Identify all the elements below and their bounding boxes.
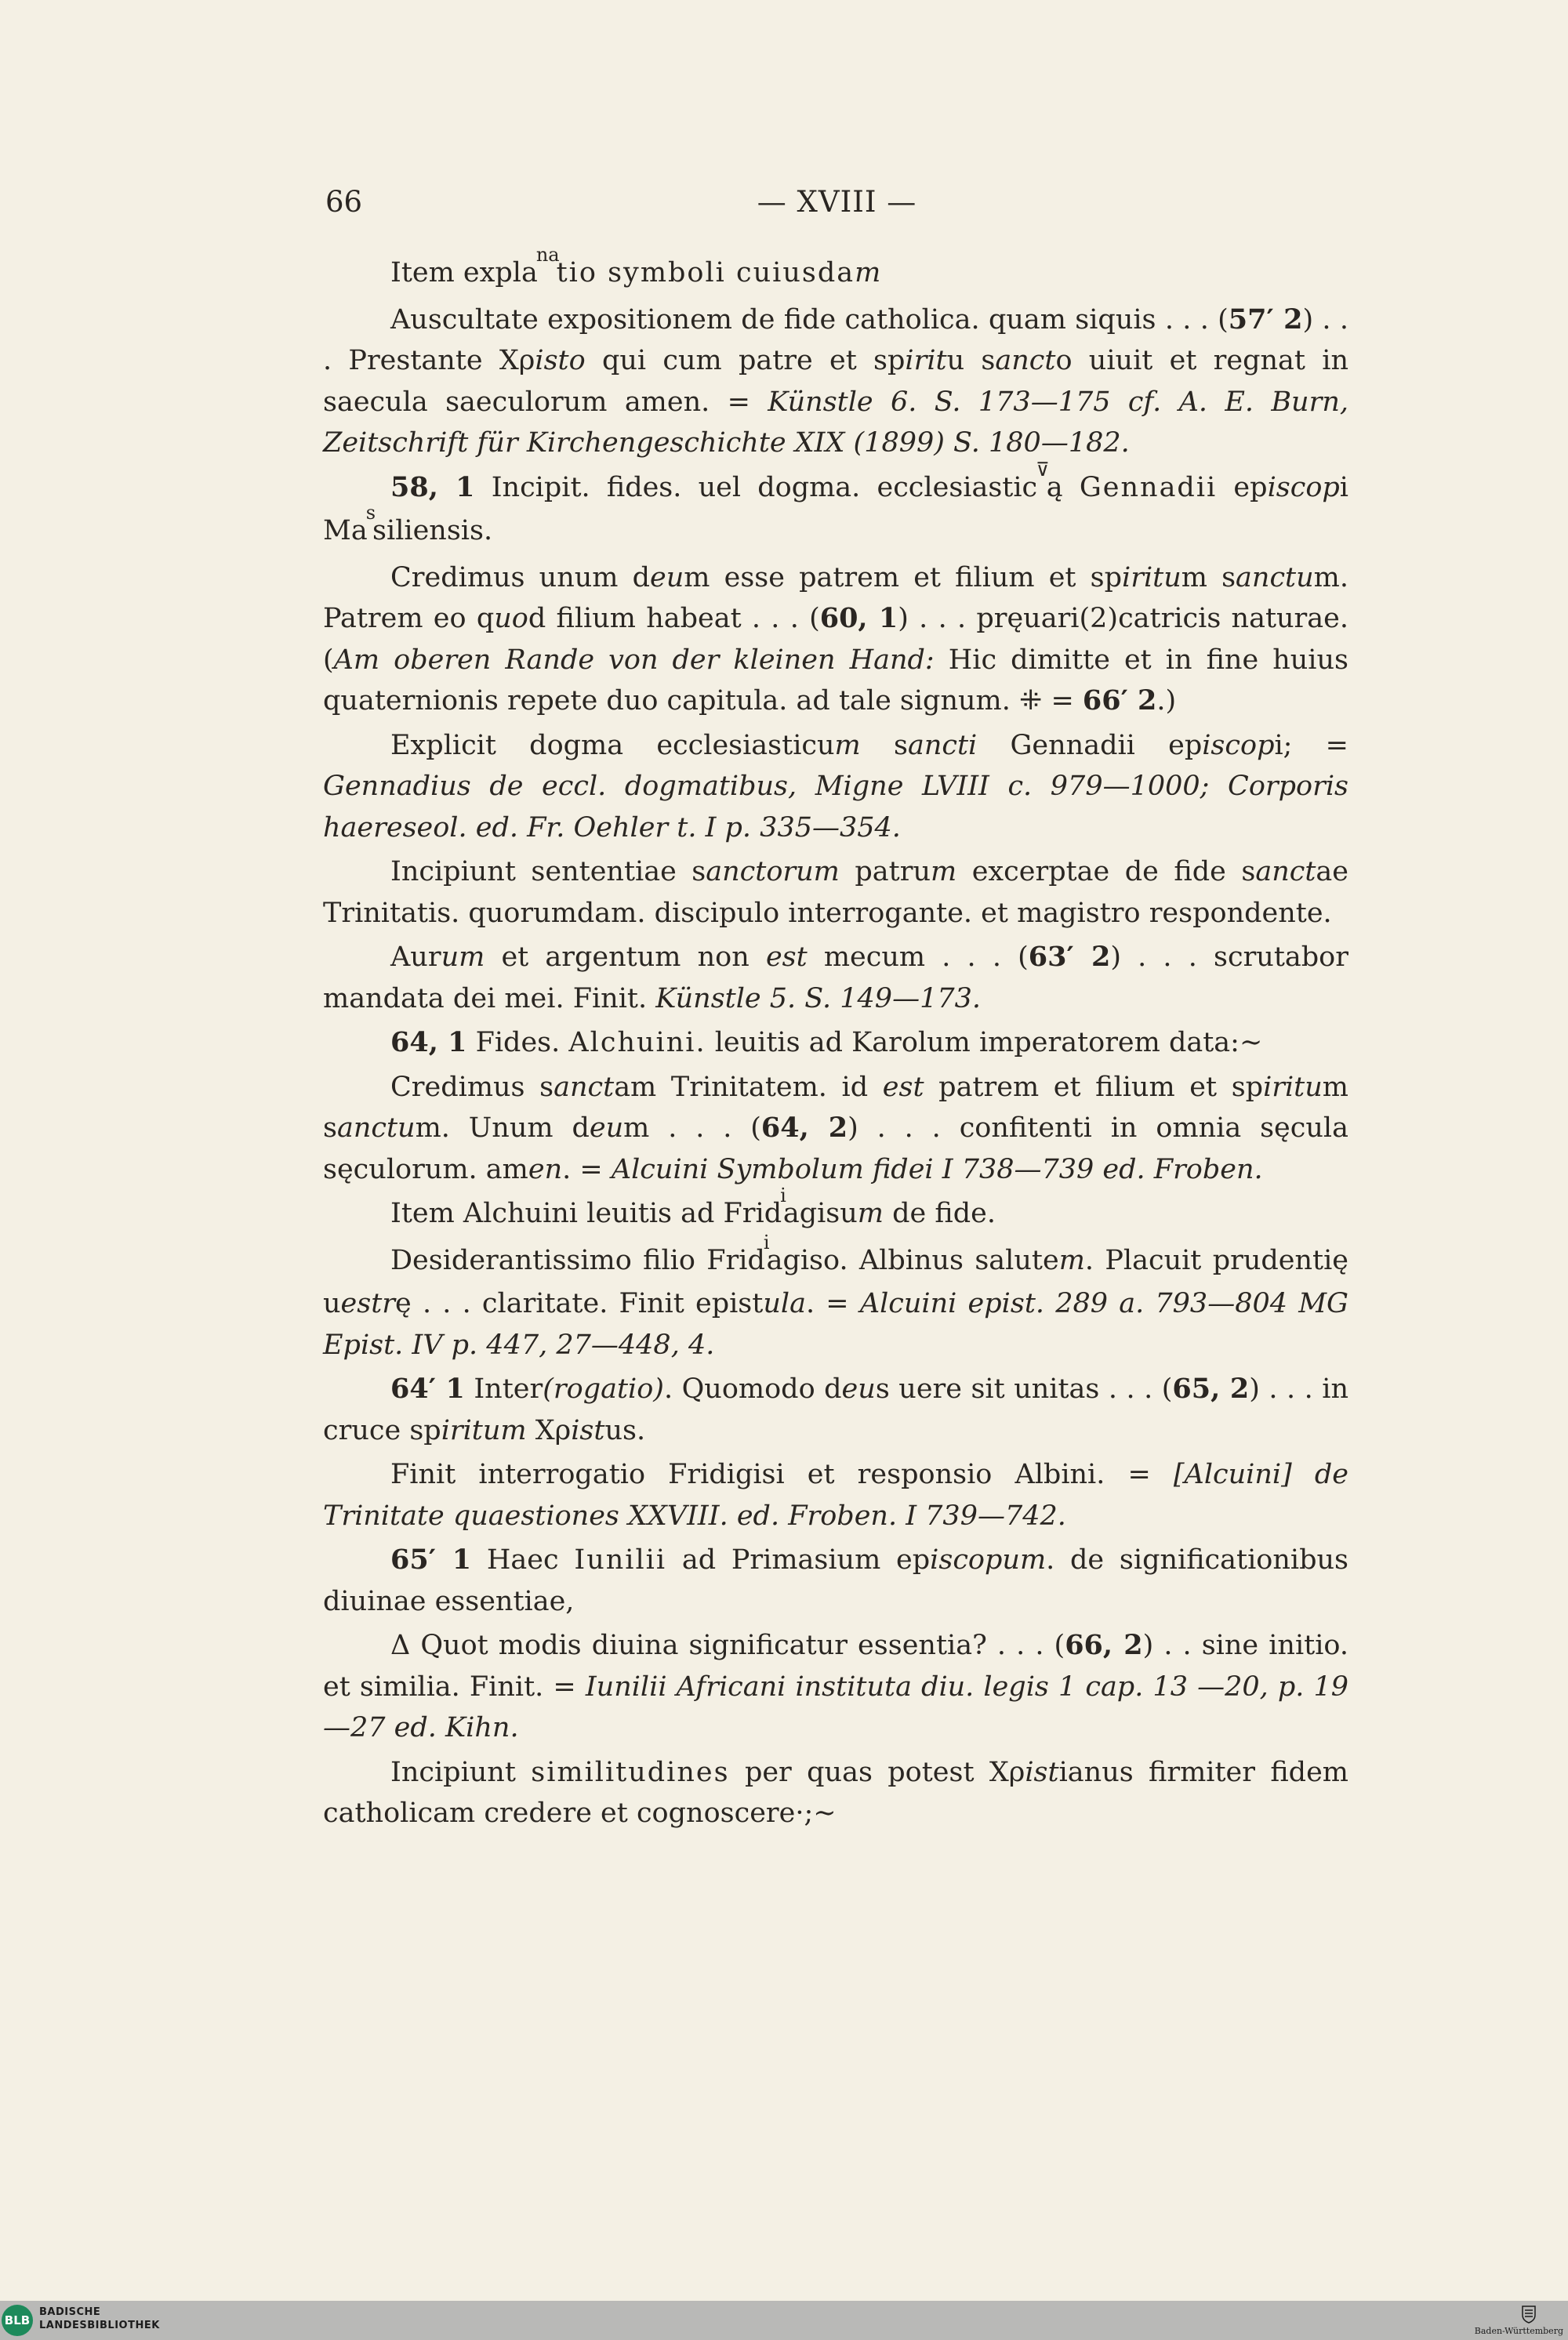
text-run: ep — [1217, 471, 1268, 503]
text-run: m esse patrem et filium et sp — [684, 561, 1123, 593]
text-run: . = — [805, 1288, 860, 1319]
italic-text-run: Künstle 6. S. 173—175 cf. A. E. Burn, Zeitschrift für Kirchengeschichte XIX (1899) S. 180—182. — [323, 386, 1348, 459]
italic-text-run: anct — [1255, 856, 1316, 887]
text-run: ę . . . claritate. Finit epist — [395, 1288, 764, 1319]
superscript-gloss: na — [535, 244, 560, 266]
italic-text-run: m — [855, 257, 881, 288]
entry-entry-65-prime-1 — [323, 1540, 1348, 1622]
text-run: Credimus s — [390, 1071, 554, 1103]
region-name: Baden-Württemberg — [1474, 2326, 1563, 2336]
entry-explicit-dogma — [323, 725, 1348, 849]
italic-text-run: m — [834, 729, 861, 761]
text-run: i Ma — [323, 471, 1348, 546]
italic-text-run: iritum — [441, 1414, 527, 1446]
italic-text-run: iscopum — [930, 1544, 1047, 1576]
italic-text-run: eu — [650, 561, 684, 593]
text-run: Desiderantissimo filio Frid — [390, 1244, 765, 1276]
reference-number: 65, 2 — [1172, 1373, 1250, 1405]
reference-number: 65′ 1 — [390, 1544, 472, 1576]
italic-text-run: anctu — [1236, 561, 1314, 593]
text-run: Fides. — [466, 1027, 569, 1058]
italic-text-run: [Alcuini] de Trinitate quaestiones XXVIII. ed. Froben. I 739—742. — [323, 1459, 1348, 1532]
superscript-gloss: i — [763, 1231, 770, 1253]
reference-number: 63′ 2 — [1028, 941, 1111, 973]
reference-number: 60, 1 — [819, 602, 898, 634]
italic-text-run: m — [857, 1198, 884, 1229]
italic-text-run: (rogatio) — [543, 1373, 664, 1405]
italic-text-run: anct — [995, 345, 1056, 376]
italic-text-run: ist — [571, 1414, 605, 1446]
spaced-text-run: tio — [556, 257, 608, 288]
text-run: m . . . ( — [623, 1112, 761, 1144]
text-run: Incipit. fides. uel dogma. ecclesiastic — [474, 471, 1038, 503]
italic-text-run: anct — [554, 1071, 615, 1103]
text-run: qui cum patre et sp — [585, 345, 906, 376]
text-run: Incipiunt sententiae s — [390, 856, 706, 887]
entry-item-alchuini — [323, 1185, 1348, 1237]
text-run: u s — [946, 345, 996, 376]
text-run: o uiuit et regnat in saecula saeculorum amen. = — [323, 345, 1348, 418]
text-run: Finit interrogatio Fridigisi et responsio Albini. = — [390, 1459, 1174, 1490]
superscript-gloss: s — [365, 502, 376, 524]
text-run: . = — [562, 1153, 612, 1185]
text-run: Gennadii ep — [977, 729, 1203, 761]
italic-text-run: m — [1058, 1244, 1085, 1276]
text-run: ) . . . Prestante Χρ — [323, 303, 1348, 376]
text-run: m s — [1181, 561, 1236, 593]
library-logo[interactable]: BLB — [2, 2305, 33, 2336]
coat-of-arms-icon — [1521, 2305, 1537, 2324]
entry-desiderantissimo — [323, 1231, 1349, 1366]
italic-text-run: irit — [905, 345, 947, 376]
italic-text-run: eu — [841, 1373, 876, 1405]
entry-credimus-unum — [323, 557, 1348, 722]
italic-text-run: uo — [494, 603, 528, 634]
spaced-text-run: symboli cuiusda — [608, 257, 855, 288]
text-run: agisu — [782, 1198, 858, 1229]
text-run: Aur — [390, 941, 441, 973]
italic-text-run: anctorum — [706, 856, 840, 887]
text-run: Credimus unum d — [390, 561, 651, 593]
text-run: leuitis ad Karolum imperatorem data:∼ — [706, 1027, 1263, 1058]
text-run: s uere sit unitas . . . ( — [875, 1373, 1173, 1405]
italic-text-run: anctu — [336, 1112, 416, 1144]
italic-text-run: Alcuini epist. 289 a. 793—804 MG Epist. IV p. 447, 27—448, 4. — [323, 1288, 1349, 1361]
text-run: Inter — [464, 1373, 543, 1405]
page-body — [323, 244, 1349, 1838]
italic-text-run: est — [765, 941, 808, 973]
text-run: ) . . sine initio. et similia. Finit. = — [323, 1630, 1348, 1703]
italic-text-run: Künstle 5. S. 149—173. — [655, 982, 982, 1014]
italic-text-run: iscop — [1202, 729, 1275, 761]
entry-item-explanatio — [323, 244, 1348, 296]
text-run: Auscultate expositionem de fide catholica. quam siquis . . . ( — [390, 303, 1229, 336]
text-run: Hic dimitte et in fine huius quaternionis repete duo capitula. ad tale signum. ⁜ = — [323, 644, 1348, 717]
entry-entry-58-1 — [323, 458, 1348, 554]
entry-aurum-et-argentum — [323, 937, 1348, 1019]
italic-text-run: um — [441, 941, 485, 973]
italic-text-run: m — [931, 856, 957, 887]
reference-number: 66, 2 — [1065, 1629, 1143, 1661]
text-run: mecum . . . ( — [807, 941, 1029, 973]
spaced-text-run: similitudines — [531, 1756, 730, 1788]
entry-entry-64-1 — [323, 1022, 1348, 1064]
text-run: m. Patrem eo q — [323, 561, 1348, 634]
superscript-gloss: i — [780, 1185, 786, 1206]
text-run: Haec — [471, 1544, 575, 1576]
entry-finit-interrogatio — [323, 1454, 1348, 1536]
italic-text-run: iritu — [1122, 561, 1181, 593]
text-run: siliensis. — [372, 515, 493, 546]
entry-auscultate — [323, 299, 1348, 464]
text-run: per quas potest Χρ — [729, 1756, 1025, 1788]
text-run: Δ Quot modis diuina significatur essentia? . . . ( — [390, 1630, 1065, 1661]
reference-number: 64, 2 — [760, 1112, 848, 1144]
italic-text-run: Iunilii Africani instituta diu. legis 1 cap. 13 —20, p. 19—27 ed. Kihn. — [323, 1671, 1348, 1743]
text-run: ) . . . confitenti in omnia sęcula sęculorum. am — [323, 1112, 1348, 1185]
text-run: ianus firmiter fidem catholicam credere et cognoscere·;∼ — [323, 1756, 1348, 1829]
spaced-text-run: Iunilii — [574, 1544, 667, 1576]
spaced-text-run: Gennadii — [1079, 471, 1218, 503]
superscript-gloss: ⊽ — [1036, 458, 1050, 481]
text-run: Item expla — [390, 257, 538, 288]
entry-credimus-sanctam — [323, 1067, 1348, 1191]
entry-incipiunt-sententiae — [323, 851, 1348, 934]
reference-number: 66′ 2 — [1082, 684, 1157, 717]
text-run: .) — [1156, 685, 1177, 717]
text-run: d filium habeat . . . ( — [528, 603, 820, 634]
reference-number: 64, 1 — [390, 1026, 467, 1058]
italic-text-run: eu — [589, 1112, 624, 1144]
italic-text-run: isto — [535, 345, 586, 376]
italic-text-run: ula — [763, 1288, 806, 1319]
library-name — [39, 2306, 160, 2332]
text-run: ) . . . pręuari(2)catricis naturae. ( — [323, 603, 1348, 676]
entry-quot-modis — [323, 1625, 1348, 1749]
text-run: Explicit dogma ecclesiasticu — [390, 729, 835, 761]
text-run: . de significationibus diuinae essentiae, — [323, 1544, 1348, 1617]
spaced-text-run: Alchuini. — [568, 1027, 706, 1058]
text-run: excerptae de fide s — [956, 856, 1256, 887]
text-run: ) . . . in cruce sp — [323, 1373, 1348, 1446]
library-name-line1: BADISCHE — [39, 2306, 101, 2318]
italic-text-run: Gennadius de eccl. dogmatibus, Migne LVIII c. 979—1000; Corporis haereseol. ed. Fr. Oehler t. I p. 335—354. — [323, 771, 1348, 843]
running-head: — XVIII — — [757, 185, 917, 219]
italic-text-run: en — [528, 1153, 563, 1185]
text-run: patrem et filium et sp — [924, 1071, 1264, 1103]
text-run: patru — [839, 856, 931, 887]
text-run: ą — [1046, 471, 1080, 503]
italic-text-run: estr — [340, 1288, 396, 1319]
text-run: m. Unum d — [415, 1112, 590, 1144]
text-run: de fide. — [884, 1198, 996, 1229]
text-run: ae Trinitatis. quorumdam. discipulo interrogante. et magistro respondente. — [323, 856, 1349, 929]
text-run: . Quomodo d — [663, 1373, 842, 1405]
italic-text-run: ist — [1025, 1756, 1059, 1788]
text-run: i; = — [1274, 729, 1349, 761]
italic-text-run: iritu — [1263, 1071, 1323, 1103]
text-run: Incipiunt — [390, 1756, 532, 1788]
reference-number: 57′ 2 — [1228, 303, 1303, 336]
page-header — [325, 185, 1348, 224]
text-run: s — [860, 729, 908, 761]
italic-text-run: iscop — [1267, 471, 1340, 503]
text-run: am Trinitatem. id — [614, 1071, 883, 1103]
reference-number: 64′ 1 — [390, 1373, 465, 1405]
italic-text-run: Am oberen Rande von der kleinen Hand: — [333, 644, 935, 676]
library-name-line2: LANDESBIBLIOTHEK — [39, 2320, 160, 2331]
text-run: . Placuit prudentię u — [323, 1244, 1348, 1319]
text-run: ad Primasium ep — [666, 1544, 931, 1576]
page-number: 66 — [325, 185, 363, 219]
text-run: agiso. Albinus salute — [766, 1244, 1059, 1276]
entry-entry-64-prime-1 — [323, 1369, 1348, 1451]
text-run: Item Alchuini leuitis ad Frid — [390, 1198, 782, 1229]
footer-bar — [0, 2301, 1568, 2340]
entry-incipiunt-similitudines — [323, 1752, 1348, 1834]
reference-number: 58, 1 — [390, 470, 475, 503]
italic-text-run: est — [882, 1071, 924, 1103]
italic-text-run: Alcuini Symbolum fidei I 738—739 ed. Froben. — [611, 1153, 1263, 1185]
text-run: Χρ — [526, 1414, 572, 1446]
text-run: ) . . . scrutabor mandata dei mei. Finit. — [323, 941, 1348, 1014]
text-run: m s — [323, 1071, 1348, 1144]
italic-text-run: ancti — [907, 729, 978, 761]
text-run: us. — [604, 1414, 646, 1446]
text-run: et argentum non — [485, 941, 766, 973]
